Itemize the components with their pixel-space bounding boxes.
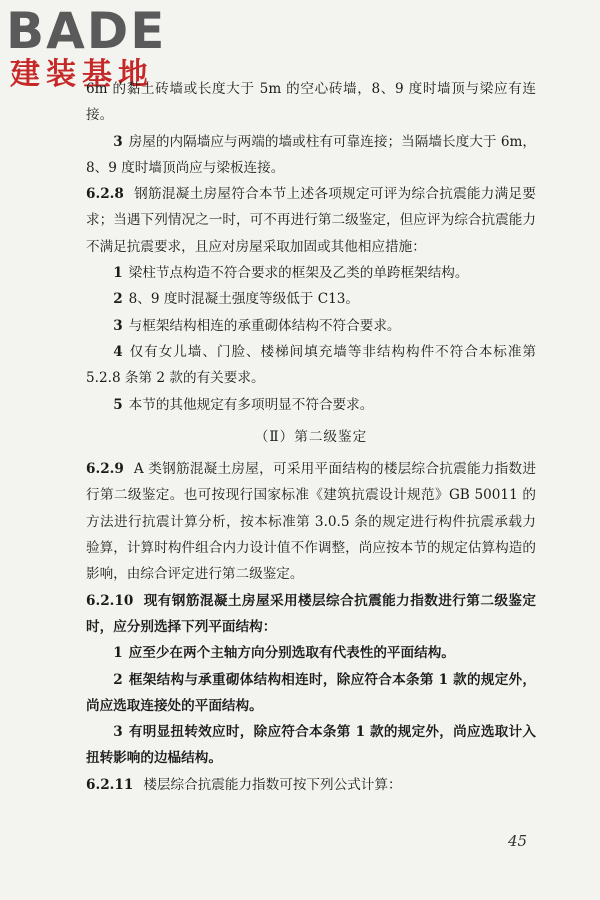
- clause-6-2-8: [86, 181, 536, 260]
- clause-number: 6.2.11: [86, 776, 134, 793]
- item-text: 仅有女儿墙、门脸、楼梯间填充墙等非结构构件不符合本标准第 5.2.8 条第 2 款的有关要求。: [86, 343, 536, 387]
- list-item: [86, 640, 536, 666]
- item-text: 梁柱节点构造不符合要求的框架及乙类的单跨框架结构。: [128, 265, 469, 282]
- document-body: [86, 76, 536, 798]
- list-item: [86, 667, 536, 720]
- list-item: [86, 260, 536, 286]
- paragraph-continuation: 6m 的黏土砖墙或长度大于 5m 的空心砖墙，8、9 度时墙顶与梁应有连接。: [86, 81, 536, 124]
- item-number: 2: [113, 671, 123, 688]
- item-number: 4: [113, 343, 123, 360]
- clause-text: 钢筋混凝土房屋符合本节上述各项规定可评为综合抗震能力满足要求；当遇下列情况之一时，可不再进行第二级鉴定，但应评为综合抗震能力不满足抗震要求，且应对房屋采取加固或其他相应措施：: [86, 186, 536, 255]
- clause-text: 现有钢筋混凝土房屋采用楼层综合抗震能力指数进行第二级鉴定时，应分别选择下列平面结构：: [86, 592, 536, 635]
- clause-text: 楼层综合抗震能力指数可按下列公式计算：: [143, 776, 402, 793]
- list-item: [86, 286, 536, 312]
- clause-number: 6.2.9: [86, 461, 124, 478]
- list-item: [86, 339, 536, 392]
- clause-number: 6.2.8: [86, 186, 124, 203]
- item-number: 1: [113, 265, 123, 282]
- item-text: 8、9 度时混凝土强度等级低于 C13。: [128, 291, 360, 308]
- list-item: [86, 129, 536, 182]
- clause-6-2-10: [86, 588, 536, 641]
- logo-wordmark: BADE: [6, 2, 167, 60]
- clause-6-2-9: [86, 456, 536, 587]
- page-number: 45: [508, 832, 528, 850]
- item-number: 2: [113, 291, 123, 308]
- item-number: 3: [113, 133, 123, 150]
- item-text: 框架结构与承重砌体结构相连时，除应符合本条第 1 款的规定外，尚应选取连接处的平面结构。: [86, 671, 536, 714]
- item-text: 与框架结构相连的承重砌体结构不符合要求。: [128, 317, 401, 334]
- clause-number: 6.2.10: [86, 592, 134, 609]
- clause-6-2-11: [86, 772, 536, 798]
- item-text: 应至少在两个主轴方向分别选取有代表性的平面结构。: [128, 645, 455, 662]
- item-number: 1: [113, 645, 123, 662]
- list-item: [86, 392, 536, 418]
- item-text: 房屋的内隔墙应与两端的墙或柱有可靠连接；当隔墙长度大于 6m，8、9 度时墙顶尚应与梁板连接。: [86, 133, 536, 176]
- item-number: 5: [113, 396, 123, 413]
- item-text: 有明显扭转效应时，除应符合本条第 1 款的规定外，尚应选取计入扭转影响的边榀结构。: [86, 724, 536, 767]
- clause-text: A 类钢筋混凝土房屋，可采用平面结构的楼层综合抗震能力指数进行第二级鉴定。也可按现行国家标准《建筑抗震设计规范》GB 50011 的方法进行抗震计算分析，按本标准第 3.0.5 条的规定进行构件抗震承载力验算，计算时构件组合内力设计值不作调整，尚应按本节的规定估算构造的影响，由综合评定进行第二级鉴定。: [86, 461, 536, 583]
- item-number: 3: [113, 317, 123, 334]
- list-item: [86, 719, 536, 772]
- item-number: 3: [113, 724, 123, 741]
- item-text: 本节的其他规定有多项明显不符合要求。: [128, 396, 374, 413]
- list-item: [86, 313, 536, 339]
- logo-subtitle: 建装基地: [10, 57, 154, 92]
- section-title: （Ⅱ）第二级鉴定: [254, 428, 368, 445]
